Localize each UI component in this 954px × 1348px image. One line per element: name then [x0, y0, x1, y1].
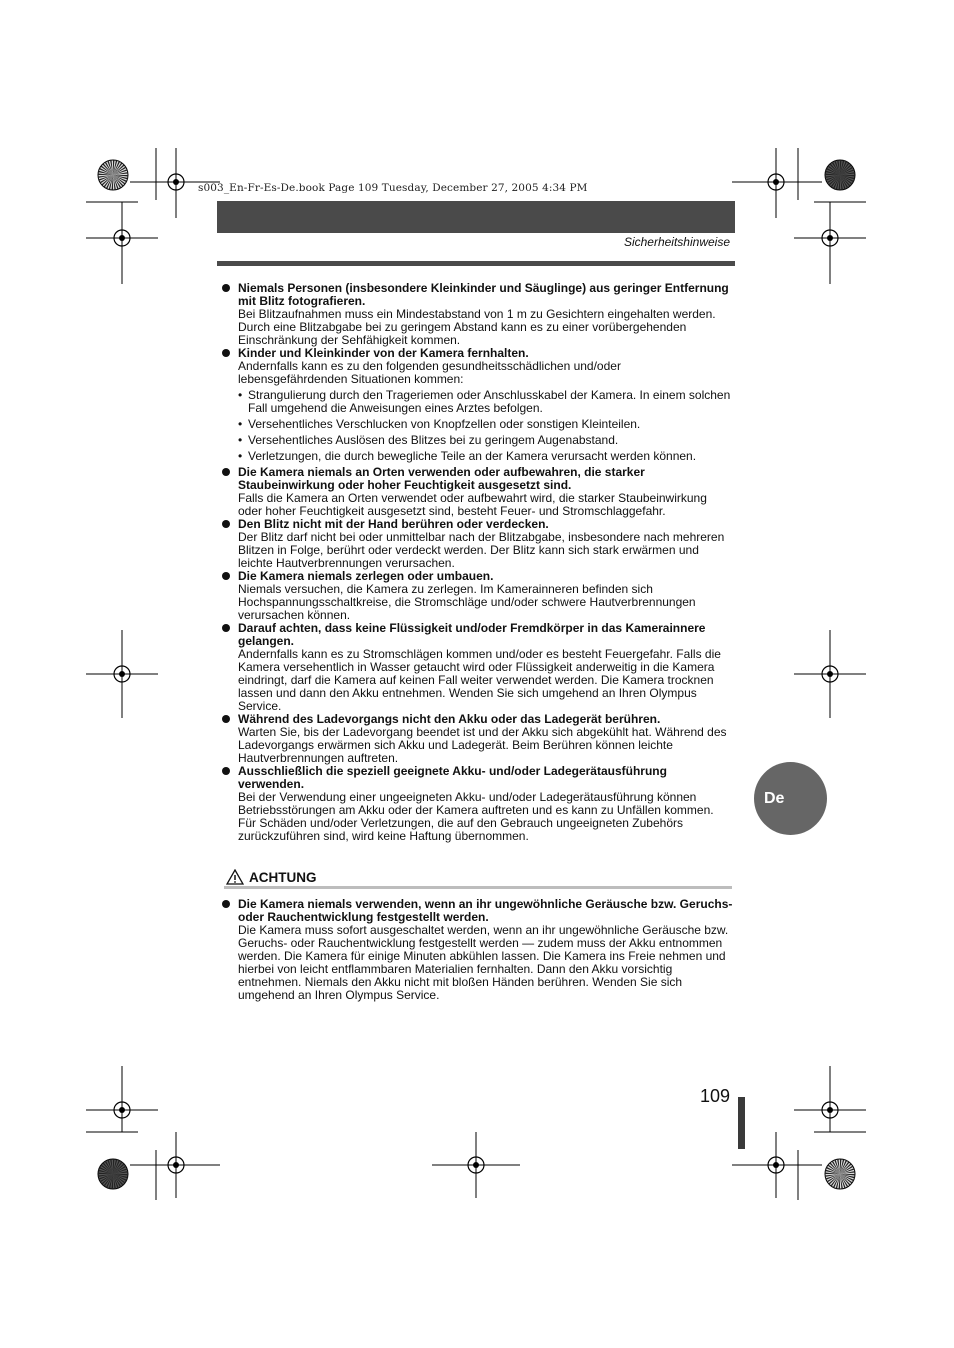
- sub-bullet-icon: •: [238, 417, 243, 431]
- sub-list-item: [238, 434, 733, 447]
- sub-list-item: [238, 450, 733, 463]
- list-item: [221, 713, 733, 765]
- item-heading: Die Kamera niemals an Orten verwenden oder aufbewahren, die starker Staubeinwirkung oder hoher Feuchtigkeit ausgesetzt sind.: [238, 465, 645, 492]
- sub-item-text: Strangulierung durch den Trageriemen oder Anschlusskabel der Kamera. In einem solchen Fall umgehend die Anweisungen eines Arztes befolgen.: [248, 388, 731, 415]
- list-item: [221, 622, 733, 713]
- item-text: Falls die Kamera an Orten verwendet oder aufbewahrt wird, die starker Staubeinwirkung oder hoher Feuchtigkeit ausgesetzt sind, besteht Feuer- und Stromschlaggefahr.: [238, 491, 707, 518]
- bullet-icon: [222, 284, 230, 292]
- sub-item-text: Verletzungen, die durch bewegliche Teile an der Kamera verursacht werden können.: [248, 449, 697, 463]
- header-bar: [217, 201, 735, 233]
- section-title: Sicherheitshinweise: [623, 235, 730, 249]
- list-item: [221, 765, 733, 843]
- sub-list-item: [238, 389, 733, 415]
- page-number-bar: [738, 1097, 745, 1149]
- warning-list: [221, 282, 733, 843]
- item-text: Bei Blitzaufnahmen muss ein Mindestabstand von 1 m zu Gesichtern eingehalten werden. Durch eine Blitzabgabe bei zu geringem Abstand kann es zu einer vorübergehenden Einschränkung der Sehfähigkeit kommen.: [238, 307, 716, 347]
- page-number: 109: [700, 1086, 731, 1106]
- sub-bullet-icon: •: [238, 433, 243, 447]
- item-text: Warten Sie, bis der Ladevorgang beendet ist und der Akku sich abgekühlt hat. Während des Ladevorgangs erwärmen sich Akku und Ladegerät. Beim Berühren können leichte Hautverbrennungen auftreten.: [238, 725, 727, 765]
- caution-label: ACHTUNG: [249, 870, 317, 885]
- sub-list-item: [238, 418, 733, 431]
- registration-target: [98, 1159, 128, 1189]
- registration-target: [825, 160, 855, 190]
- item-heading: Kinder und Kleinkinder von der Kamera fernhalten.: [238, 346, 529, 360]
- bullet-icon: [222, 468, 230, 476]
- list-item: [221, 347, 733, 463]
- caution-list: [221, 898, 733, 1002]
- bullet-icon: [222, 349, 230, 357]
- bullet-icon: [222, 624, 230, 632]
- sub-bullet-icon: •: [238, 449, 243, 463]
- item-text: Andernfalls kann es zu Stromschlägen kommen und/oder es besteht Feuergefahr. Falls die Kamera versehentlich in Wasser getaucht wird oder Flüssigkeit anderweitig in die Kamera eindringt, darf die Kamera auf keinen Fall weiter verwendet werden. Die Kamera trocknen lassen und dann den Akku entnehmen. Wenden Sie sich umgehend an Ihren Olympus Service.: [238, 647, 721, 713]
- sub-bullet-icon: •: [238, 388, 243, 402]
- sub-item-text: Versehentliches Auslösen des Blitzes bei zu geringem Augenabstand.: [248, 433, 619, 447]
- file-header: s003_En-Fr-Es-De.book Page 109 Tuesday, December 27, 2005 4:34 PM: [198, 182, 588, 194]
- list-item: [221, 518, 733, 570]
- registration-target: [825, 1159, 855, 1189]
- list-item: [221, 282, 733, 347]
- caution-rule: [224, 886, 732, 889]
- list-item: [221, 466, 733, 518]
- item-text: Der Blitz darf nicht bei oder unmittelbar nach der Blitzabgabe, insbesondere nach mehreren Blitzen in Folge, berührt oder verdeckt werden. Der Blitz kann sich stark erwärmen und leichte Hautverbrennungen verursachen.: [238, 530, 725, 570]
- language-tab-label: De: [764, 790, 785, 807]
- item-text: Andernfalls kann es zu den folgenden gesundheitsschädlichen und/oder lebensgefährdenden Situationen kommen:: [238, 359, 621, 386]
- bullet-icon: [222, 520, 230, 528]
- item-heading: Die Kamera niemals verwenden, wenn an ihr ungewöhnliche Geräusche bzw. Geruchs- oder Rauchentwicklung festgestellt werden.: [238, 897, 733, 924]
- registration-target: [98, 160, 128, 190]
- item-text: Niemals versuchen, die Kamera zu zerlegen. Im Kamerainneren befinden sich Hochspannungsschaltkreise, die Stromschläge und/oder schwere Hautverbrennungen verursachen können.: [238, 582, 696, 622]
- item-heading: Während des Ladevorgangs nicht den Akku oder das Ladegerät berühren.: [238, 712, 661, 726]
- item-heading: Die Kamera niemals zerlegen oder umbauen.: [238, 569, 494, 583]
- sub-item-text: Versehentliches Verschlucken von Knopfzellen oder sonstigen Kleinteilen.: [248, 417, 641, 431]
- bullet-icon: [222, 572, 230, 580]
- bullet-icon: [222, 715, 230, 723]
- item-heading: Ausschließlich die speziell geeignete Akku- und/oder Ladegerätausführung verwenden.: [238, 764, 667, 791]
- bullet-icon: [222, 767, 230, 775]
- item-heading: Den Blitz nicht mit der Hand berühren oder verdecken.: [238, 517, 549, 531]
- header-rule: [217, 261, 735, 266]
- warning-triangle-icon: [226, 869, 244, 885]
- item-heading: Niemals Personen (insbesondere Kleinkinder und Säuglinge) aus geringer Entfernung mit Blitz fotografieren.: [238, 281, 729, 308]
- list-item: [221, 570, 733, 622]
- list-item: [221, 898, 733, 1002]
- item-heading: Darauf achten, dass keine Flüssigkeit und/oder Fremdkörper in das Kamerainnere gelangen.: [238, 621, 706, 648]
- language-tab: [754, 762, 827, 835]
- item-text: Die Kamera muss sofort ausgeschaltet werden, wenn an ihr ungewöhnliche Geräusche bzw. Geruchs- oder Rauchentwicklung festgestellt werden — zudem muss der Akku entnommen werden. Die Kamera für einige Minuten abkühlen lassen. Die Kamera ins Freie nehmen und hierbei von leicht entflammbaren Materialien fernhalten. Dann den Akku vorsichtig entnehmen. Niemals den Akku nicht mit bloßen Händen berühren. Wenden Sie sich umgehend an Ihren Olympus Service.: [238, 923, 729, 1002]
- item-text: Bei der Verwendung einer ungeeigneten Akku- und/oder Ladegerätausführung können Betriebsstörungen am Akku oder der Kamera auftreten und es kann zu Unfällen kommen. Für Schäden und/oder Verletzungen, die auf den Gebrauch ungeeigneten Zubehörs zurückzuführen sind, wird keine Haftung übernommen.: [238, 790, 714, 843]
- bullet-icon: [222, 900, 230, 908]
